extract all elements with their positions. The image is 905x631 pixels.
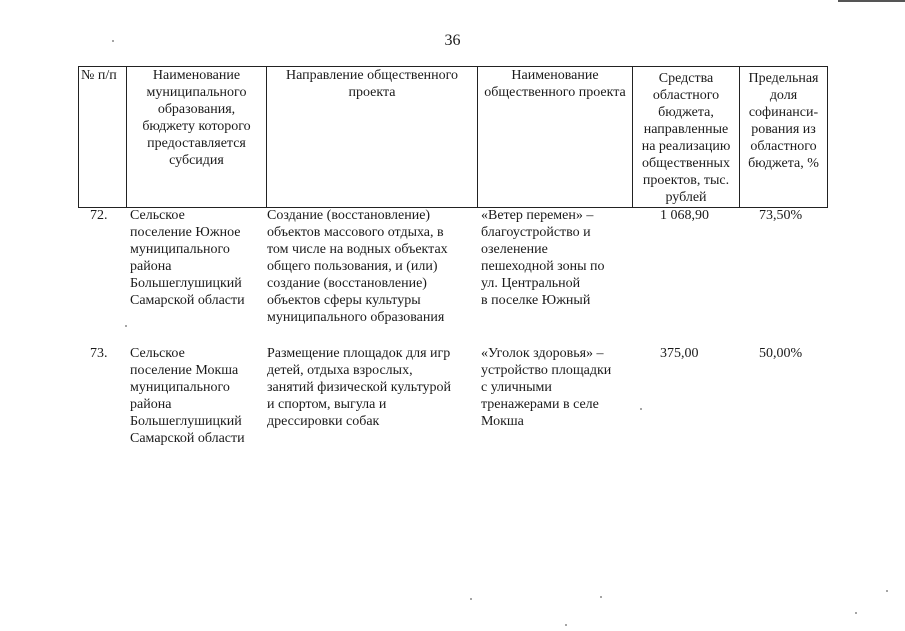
scan-speck: [855, 612, 857, 614]
scan-edge-line: [838, 0, 905, 2]
header-direction: Направление общественного проекта: [267, 67, 478, 208]
funds-cell: 1 068,90: [660, 208, 709, 223]
row-number: 73.: [90, 346, 108, 361]
header-municipality: Наименование муниципального образования, бюджету которого предоставляется субсидия: [127, 67, 267, 208]
scan-speck: [565, 624, 567, 626]
scan-speck: [470, 598, 472, 600]
share-cell: 50,00%: [759, 346, 803, 361]
scan-speck: [640, 408, 642, 410]
header-project: Наименование общественного проекта: [478, 67, 633, 208]
scan-speck: [112, 40, 114, 42]
share-cell: 73,50%: [759, 208, 803, 223]
header-number: № п/п: [79, 67, 127, 208]
scan-speck: [886, 590, 888, 592]
municipality-cell: Сельское поселение Южное муниципального района Большеглушицкий Самарской области: [130, 208, 245, 308]
scan-speck: [125, 325, 127, 327]
row-number: 72.: [90, 208, 108, 223]
header-row: [79, 67, 828, 208]
funds-cell: 375,00: [660, 346, 699, 361]
municipality-cell: Сельское поселение Мокша муниципального района Большеглушицкий Самарской области: [130, 346, 245, 446]
scan-speck: [600, 596, 602, 598]
page-number: 36: [444, 32, 461, 49]
table-header: [78, 66, 828, 208]
project-cell: «Ветер перемен» – благоустройство и озеленение пешеходной зоны по ул. Центральной в поселке Южный: [481, 208, 605, 308]
header-share: Предельная доля софинанси-рования из областного бюджета, %: [740, 67, 828, 208]
header-funds: Средства областного бюджета, направленные на реализацию общественных проектов, тыс. рублей: [633, 67, 740, 208]
direction-cell: Размещение площадок для игр детей, отдыха взрослых, занятий физической культурой и спортом, выгула и дрессировки собак: [267, 346, 452, 429]
project-cell: «Уголок здоровья» – устройство площадки с уличными тренажерами в селе Мокша: [481, 346, 612, 429]
direction-cell: Создание (восстановление) объектов массового отдыха, в том числе на водных объектах общего пользования, и (или) создание (восстановление) объектов сферы культуры муниципального образования: [267, 208, 448, 325]
